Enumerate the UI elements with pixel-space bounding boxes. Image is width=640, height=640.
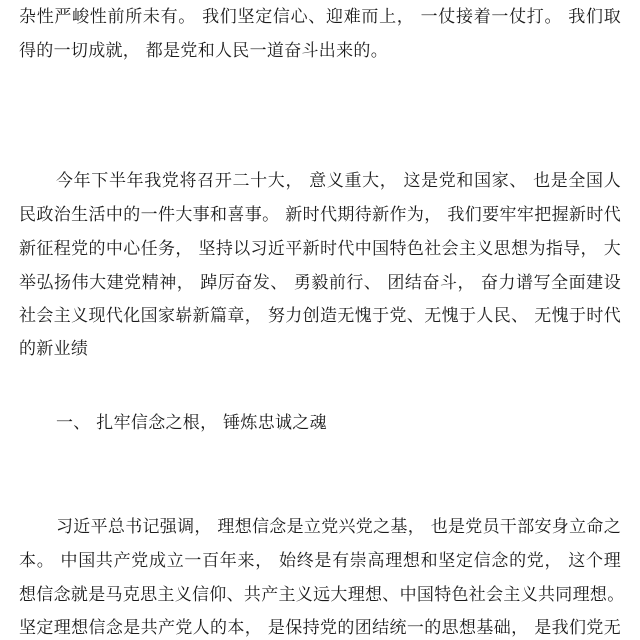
paragraph-2-line-4: 举弘扬伟大建党精神， 踔厉奋发、 勇毅前行、 团结奋斗， 奋力谱写全面建设 bbox=[19, 273, 621, 293]
paragraph-3-line-4: 坚定理想信念是共产党人的本， 是保持党的团结统一的思想基础， 是我们党无 bbox=[19, 618, 621, 638]
paragraph-1-line-1: 杂性严峻性前所未有。 我们坚定信心、迎难而上， 一仗接着一仗打。 我们取 bbox=[19, 7, 621, 27]
paragraph-3-line-3: 想信念就是马克思主义信仰、共产主义远大理想、中国特色社会主义共同理想。 bbox=[19, 585, 625, 605]
paragraph-2-line-1: 今年下半年我党将召开二十大， 意义重大， 这是党和国家、 也是全国人 bbox=[56, 171, 621, 191]
paragraph-2-line-3: 新征程党的中心任务， 坚持以习近平新时代中国特色社会主义思想为指导， 大 bbox=[19, 239, 621, 259]
paragraph-3-line-2: 本。 中国共产党成立一百年来， 始终是有崇高理想和坚定信念的党， 这个理 bbox=[19, 551, 621, 571]
section-heading-1: 一、 扎牢信念之根， 锤炼忠诚之魂 bbox=[56, 413, 327, 433]
paragraph-2-line-5: 社会主义现代化国家崭新篇章， 努力创造无愧于党、无愧于人民、 无愧于时代 bbox=[19, 306, 621, 326]
paragraph-3-line-1: 习近平总书记强调， 理想信念是立党兴党之基， 也是党员干部安身立命之 bbox=[56, 517, 622, 537]
paragraph-1-line-2: 得的一切成就， 都是党和人民一道奋斗出来的。 bbox=[19, 41, 389, 61]
paragraph-2-line-2: 民政治生活中的一件大事和喜事。 新时代期待新作为， 我们要牢牢把握新时代 bbox=[19, 205, 621, 225]
paragraph-2-line-6: 的新业绩 bbox=[19, 339, 89, 359]
